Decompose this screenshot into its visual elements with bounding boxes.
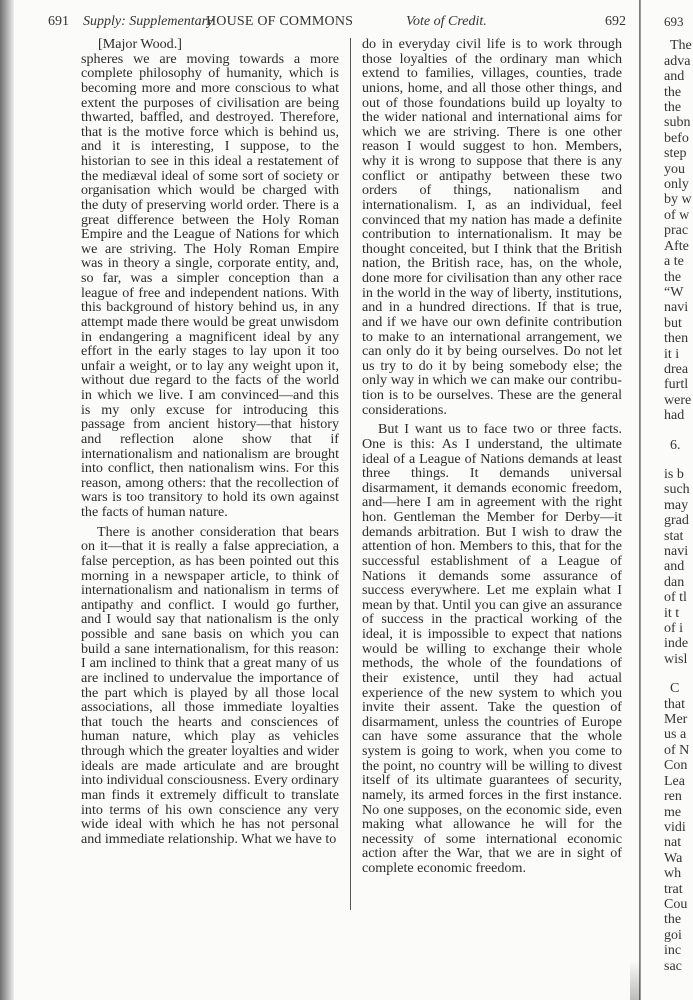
next-page-line-fragment: sac <box>664 958 682 974</box>
next-page-line-fragment: the <box>664 912 682 928</box>
next-page-line-fragment: of w <box>664 207 690 223</box>
next-page-line-fragment: goi <box>664 927 682 943</box>
next-page-line-fragment: of N <box>664 742 690 758</box>
next-page-line-fragment: Lea <box>664 773 685 789</box>
center-title: HOUSE OF COMMONS <box>206 14 354 29</box>
next-page-line-fragment: wh <box>664 866 682 882</box>
right-running-title: Vote of Credit. <box>406 14 487 29</box>
left-column <box>81 37 339 846</box>
next-page-line-fragment: may <box>664 497 689 513</box>
next-page-line-fragment: drea <box>664 361 689 377</box>
next-page-line-fragment: C <box>670 681 680 697</box>
next-page-line-fragment: adva <box>664 53 691 69</box>
next-page-line-fragment: only <box>664 177 689 193</box>
next-page-line-fragment: and <box>664 69 685 85</box>
next-page-line-fragment: the <box>664 84 682 100</box>
next-page-line-fragment: navi <box>664 544 689 559</box>
paragraph: But I want us to face two or three facts. One is this: As I understand, the ultimate ideal of a League of Nations demands at least three things. It demands universal disarmament, it demands economic freedom, and—here I am in agreement with the right hon. Gentleman the Member for Derby—it demands arbitration. But I wish to draw the attention of hon. Members to this, that for the successful establishment of a League of Nations it demands some assurance of success everywhere. Let me explain what I mean by that. Until you can give an assurance of success in the practical working of the ideal, it is impossible to expect that nations would be willing to exchange their whole methods, the whole of the foundations of their existence, until they had actual experience of the new system to which you invite their assent. Take the question of disarmament, unless the countries of Europe can have some assurance that the whole system is going to work, when you come to the point, no country will be willing to divest itself of its ultimate guarantees of security, namely, its armed forces in the first instance. No one supposes, on the economic side, even making what allowance he will for the necessity of some international economic action after the War, that we are in sight of complete economic freedom. <box>362 421 622 876</box>
book-spine-shadow <box>0 0 14 1000</box>
next-page-line-fragment: subn <box>664 115 691 131</box>
next-page-line-fragment: vidi <box>664 819 686 835</box>
next-page-line-fragment: me <box>664 804 682 820</box>
next-page-line-fragment: such <box>664 482 690 498</box>
next-page-line-fragment: of tl <box>664 590 687 606</box>
next-page-line-fragment: were <box>664 392 692 408</box>
next-page-line-fragment: it t <box>664 605 680 621</box>
page-header <box>48 14 626 30</box>
next-page-line-fragment: it i <box>664 346 680 362</box>
next-page-line-fragment: then <box>664 331 689 347</box>
next-page-number: 693 <box>664 14 684 29</box>
paragraph: do in everyday civil life is to work through those loyalties of the ordinary man which extend to families, villages, counties, trade unions, home, and all those other things, and out of those foundations build up loyalty to the wider national and international aims for which we are striving. There is one other reason I would suggest to hon. Members, why it is wrong to suppose that there is any conflict or antipathy between these two orders of things, nationalism and internationalism. I, as an individual, feel convinced that my nation has made a definite contribution to internationalism. It may be thought conceited, but I think that the British nation, the British race, has, on the whole, done more for civilisation than any other race in the world in the way of liberty, institutions, and in a hundred directions. If that is true, and if we have our own definite contribution to make to an international arrangement, we can only do it by being ourselves. Do not let us try to do it by being somebody else; the only way in which we can make our contribution is to be ourselves. These are the general considerations. <box>362 36 622 418</box>
next-page-marker: 6. <box>670 437 681 453</box>
column-divider <box>350 38 351 910</box>
page-gutter <box>639 0 641 1000</box>
next-page-block <box>664 38 693 423</box>
next-page-line-fragment: grad <box>664 513 689 529</box>
next-page-line-fragment: “W <box>664 284 684 300</box>
next-page-line-fragment: inc <box>664 943 682 959</box>
next-page-line-fragment: Cou <box>664 896 688 912</box>
next-page-line-fragment: you <box>664 161 685 177</box>
next-page-line-fragment: befo <box>664 130 689 146</box>
speaker-label: [Major Wood.] <box>98 36 182 52</box>
next-page-line-fragment: Wa <box>664 850 683 866</box>
next-page-line-fragment: furtl <box>664 377 689 393</box>
next-page-line-fragment: step <box>664 146 687 162</box>
page-shadow <box>630 960 640 1000</box>
next-page-block <box>664 467 693 667</box>
next-page-line-fragment: nat <box>664 835 682 851</box>
next-page-line-fragment: Afte <box>664 238 689 254</box>
next-page-line-fragment: and <box>664 559 685 575</box>
next-page-line-fragment: trat <box>664 881 683 897</box>
next-page-line-fragment: by w <box>664 192 692 208</box>
paragraph: There is another consideration that bears on it—that it is really a false appreciation, a false perception, as has been pointed out this morning in a newspaper article, to think of internationalism and nationalism in terms of antipathy and conflict. I would go further, and I would say that nationalism is the only possible and sane basis on which you can build a sane internationalism, for this reason: I am inclined to think that a great many of us are inclined to undervalue the importance of the part which is played by all those local associations, all those immediate loyalties that touch the hearts and consciences of human nature, which play as vehicles through which the greater loyalties and wider ideals are made articulate and are brought into individual consciousness. Every ordinary man finds it extremely difficult to translate into terms of his own conscience any very wide ideal with which he has not personal and immediate relationship. What we have to <box>81 523 339 847</box>
next-page-line-fragment: the <box>664 100 682 116</box>
next-page-line-fragment: stat <box>664 528 684 544</box>
next-page-line-fragment: that <box>664 696 685 712</box>
next-page-line-fragment: Con <box>664 758 688 774</box>
next-page-line-fragment: dan <box>664 574 685 590</box>
next-page-line-fragment: Mer <box>664 712 688 728</box>
next-page-line-fragment: the <box>664 269 682 285</box>
next-page-line-fragment: had <box>664 408 685 424</box>
next-page-line-fragment: The <box>670 38 692 54</box>
next-page-fragment <box>664 14 693 974</box>
next-page-line-fragment: ren <box>664 789 682 805</box>
right-column <box>362 37 622 876</box>
next-page-line-fragment: but <box>664 315 682 331</box>
next-page-line-fragment: inde <box>664 636 689 652</box>
left-page-number: 691 <box>48 14 69 29</box>
next-page-line-fragment: wisl <box>664 651 688 667</box>
next-page-line-fragment: a te <box>664 254 684 270</box>
next-page-line-fragment: of i <box>664 621 684 637</box>
next-page-block <box>664 681 693 974</box>
next-page-line-fragment: is b <box>664 466 684 482</box>
next-page-line-fragment: navi <box>664 300 689 316</box>
next-page-line-fragment: prac <box>664 223 689 239</box>
left-running-title: Supply: Supplementary <box>83 14 214 29</box>
paragraph: spheres we are moving towards a more complete philosophy of humanity, which is becoming more and more conscious to what extent the purposes of civilisation are being thwarted, baffled, and destroyed. Therefore, that is the motive force which is behind us, and it is interesting, I suppose, to the historian to see in this ideal a restatement of the mediæval ideal of some sort of society or organisation which would be charged with the duty of preserving world order. There is a great difference between the Holy Roman Empire and the League of Nations for which we are striving. The Holy Roman Empire was in theory a single, corporate entity, and, so far, was a simpler conception than a league of free and independent nations. With this background of history behind us, in any attempt made there would be great unwisdom in endangering a magnificent ideal by any effort in the early stages to lay upon it too unfair a weight, or to lay any weight upon it, without due regard to the facts of the world in which we live. I am convinced—and this is my only excuse for introducing this passage from ancient history—that history and reflection alone show that if internationalism and nationalism are brought into conflict, then nationalism wins. For this reason, among others: that the recollection of wars is too transitory to hold its own against the facts of human nature. <box>81 50 339 520</box>
right-page-number: 692 <box>605 14 626 29</box>
next-page-line-fragment: us a <box>664 727 687 743</box>
